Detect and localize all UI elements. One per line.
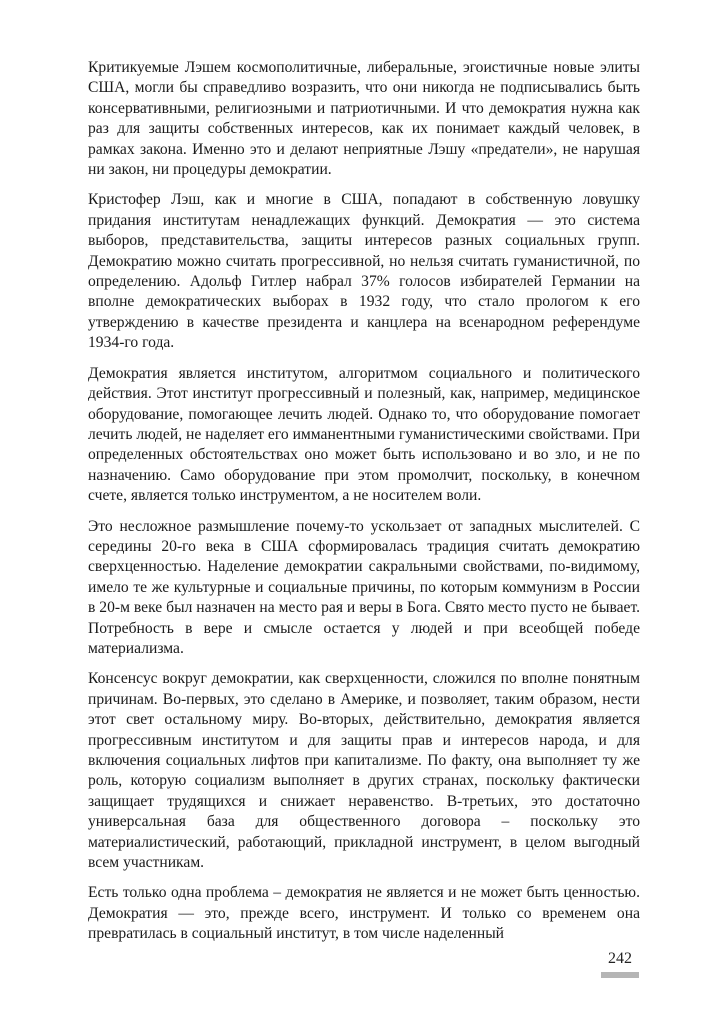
page-number: 242 bbox=[608, 950, 632, 967]
paragraph-2: Кристофер Лэш, как и многие в США, попадают в собственную ловушку придания институтам ненадлежащих функций. Демократия — это система выборов, представительства, защиты интересов разных социальных групп. Демократию можно считать прогрессивной, но нельзя считать гуманистичной, по определению. Адольф Гитлер набрал 37% голосов избирателей Германии на вполне демократических выборах в 1932 году, что стало прологом к его утверждению в качестве президента и канцлера на всенародном референдуме 1934-го года. bbox=[88, 191, 640, 352]
paragraph-4: Это несложное размышление почему-то ускользает от западных мыслителей. С середины 20-го века в США сформировалась традиция считать демократию сверхценностью. Наделение демократии сакральными свойствами, по-видимому, имело те же культурные и социальные причины, по которым коммунизм в России в 20-м веке был назначен на место рая и веры в Бога. Свято место пусто не бывает. Потребность в вере и смысле остается у людей и при всеобщей победе материализма. bbox=[88, 517, 640, 657]
page-body bbox=[88, 58, 640, 955]
paragraph-1: Критикуемые Лэшем космополитичные, либеральные, эгоистичные новые элиты США, могли бы справедливо возразить, что они никогда не подписывались быть консервативными, религиозными и патриотичными. И что демократия нужна как раз для защиты собственных интересов, как их понимает каждый человек, в рамках закона. Именно это и делают неприятные Лэшу «предатели», не нарушая ни закон, ни процедуры демократии. bbox=[88, 59, 640, 179]
paragraph-6: Есть только одна проблема – демократия не является и не может быть ценностью. Демократия — это, прежде всего, инструмент. И только со временем она превратилась в социальный институт, в том числе наделенный bbox=[88, 884, 640, 943]
paragraph-5: Консенсус вокруг демократии, как сверхценности, сложился по вполне понятным причинам. Во-первых, это сделано в Америке, и позволяет, таким образом, нести этот свет остальному миру. Во-вторых, действительно, демократия является прогрессивным институтом и для защиты прав и интересов народа, и для включения социальных лифтов при капитализме. По факту, она выполняет ту же роль, которую социализм выполняет в других странах, поскольку фактически защищает трудящихся и снижает неравенство. В-третьих, это достаточно универсальная база для общественного договора – поскольку это материалистический, работающий, прикладной инструмент, в целом выгодный всем участникам. bbox=[88, 670, 640, 872]
paragraph-3: Демократия является институтом, алгоритмом социального и политического действия. Этот институт прогрессивный и полезный, как, например, медицинское оборудование, помогающее лечить людей. Однако то, что оборудование помогает лечить людей, не наделяет его имманентными гуманистическими свойствами. При определенных обстоятельствах оно может быть использовано и во зло, и не по назначению. Само оборудование при этом промолчит, поскольку, в конечном счете, является только инструментом, а не носителем воли. bbox=[88, 364, 640, 505]
page-number-underline bbox=[601, 972, 639, 978]
